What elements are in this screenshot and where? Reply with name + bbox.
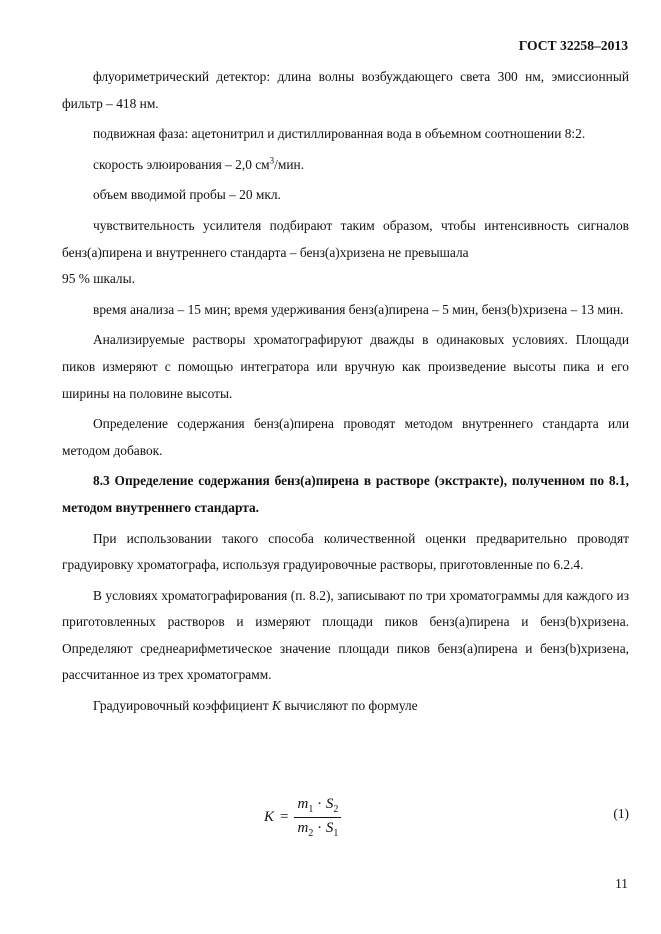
- denominator-m: m: [297, 819, 309, 836]
- formula-lhs: K: [264, 808, 275, 825]
- elution-rate-unit: /мин.: [274, 156, 305, 172]
- coefficient-variable: K: [272, 698, 281, 714]
- formula-fraction: [294, 796, 341, 839]
- denominator-m-subscript: 2: [308, 827, 314, 839]
- denominator-s-subscript: 1: [333, 827, 339, 839]
- denominator-dot: ·: [313, 819, 326, 836]
- denominator-s: S: [325, 819, 334, 836]
- numerator-m-subscript: 1: [308, 803, 314, 815]
- paragraph-elution-rate: [62, 152, 629, 179]
- elution-rate-text: скорость элюирования – 2,0 см: [93, 156, 270, 172]
- paragraph-analysis-time: время анализа – 15 мин; время удерживания бенз(а)пирена – 5 мин, бенз(b)хризена – 13 мин.: [93, 301, 624, 317]
- paragraph-calibration: При использовании такого способа количественной оценки предварительно проводят градуировку хроматографа, используя градуировочные растворы, приготовленные по 6.2.4.: [62, 530, 629, 573]
- paragraph-injection-volume: объем вводимой пробы – 20 мкл.: [93, 187, 281, 203]
- numerator-m: m: [297, 795, 309, 812]
- numerator-dot: ·: [313, 795, 326, 812]
- paragraph-chromatography: Анализируемые растворы хроматографируют дважды в одинаковых условиях. Площади пиков измеряют с помощью интегратора или вручную как произведение высоты пика и его ширины на половине высоты.: [62, 332, 629, 401]
- coefficient-text-before: Градуировочный коэффициент: [93, 698, 273, 714]
- section-heading-8-3: 8.3 Определение содержания бенз(а)пирена в растворе (экстракте), полученном по 8.1, методом внутреннего стандарта.: [62, 473, 629, 515]
- paragraph-sensitivity: чувствительность усилителя подбирают таким образом, чтобы интенсивность сигналов бенз(а)пирена и внутреннего стандарта – бенз(а)хризена не превышала: [62, 217, 629, 260]
- body-text: [62, 64, 629, 720]
- paragraph-chromatograms: В условиях хроматографирования (п. 8.2), записывают по три хроматограммы для каждого из приготовленных растворов и измеряют площади пиков бенз(а)пирена и бенз(b)хризена. Определяют среднеарифметическое значение площади пиков бенз(а)пирена и бенз(b)хризена, рассчитанное из трех хроматограмм.: [62, 587, 629, 683]
- formula-denominator: [294, 820, 341, 839]
- formula-equals: =: [280, 808, 289, 825]
- elution-rate-superscript: 3: [269, 155, 275, 166]
- paragraph-detector: флуориметрический детектор: длина волны возбуждающего света 300 нм, эмиссионный фильтр – 418 нм.: [62, 69, 629, 111]
- paragraph-determination: Определение содержания бенз(а)пирена проводят методом внутреннего стандарта или методом добавок.: [62, 416, 629, 458]
- fraction-bar: [294, 817, 341, 818]
- page-number: 11: [615, 876, 628, 891]
- formula-numerator: [294, 796, 341, 815]
- numerator-s-subscript: 2: [333, 803, 339, 815]
- formula-row: [62, 790, 629, 844]
- paragraph-sensitivity-scale: 95 % шкалы.: [62, 271, 135, 287]
- standard-header: ГОСТ 32258–2013: [518, 38, 628, 53]
- equation-number: (1): [613, 806, 629, 821]
- numerator-s: S: [325, 795, 334, 812]
- paragraph-coefficient: [62, 693, 629, 720]
- coefficient-text-after: вычисляют по формуле: [280, 698, 418, 714]
- formula: [264, 790, 341, 844]
- paragraph-mobile-phase: подвижная фаза: ацетонитрил и дистиллированная вода в объемном соотношении 8:2.: [93, 126, 586, 142]
